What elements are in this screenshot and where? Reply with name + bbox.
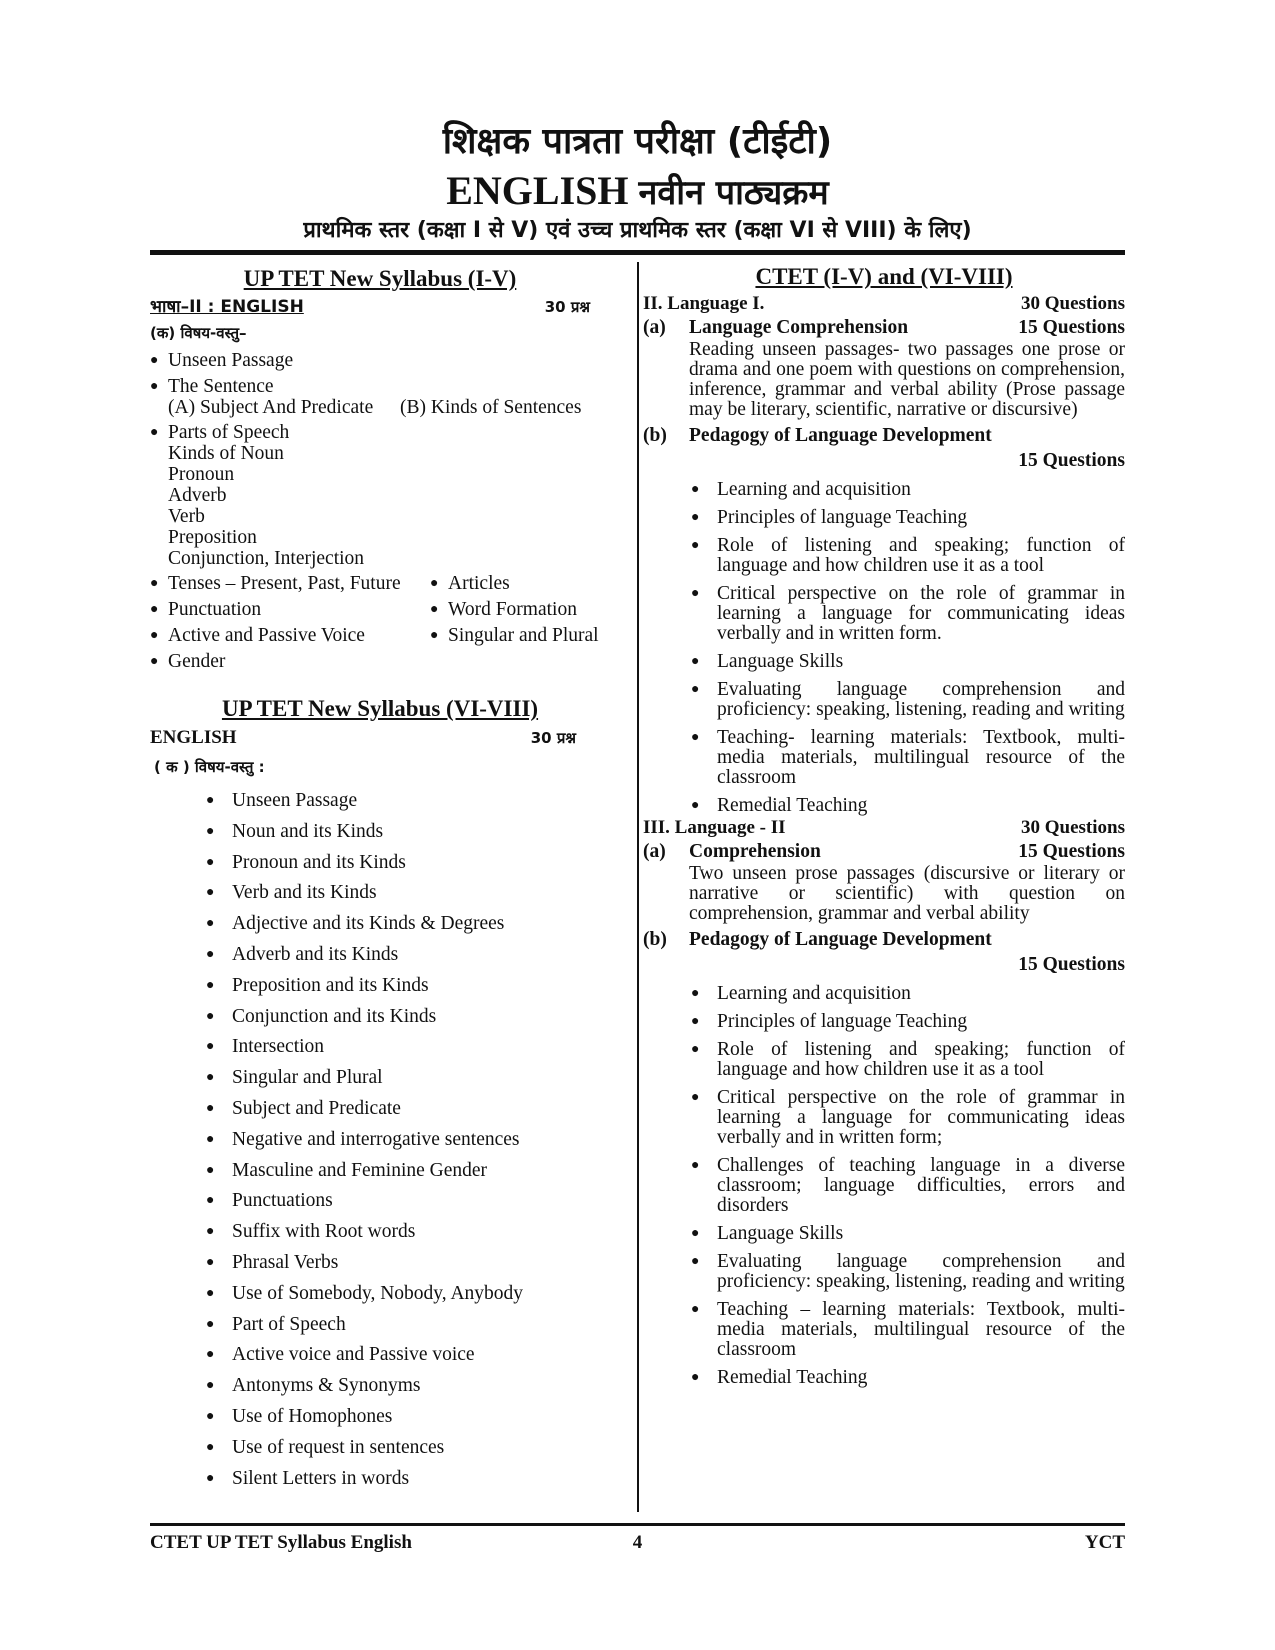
list-item: ● Challenges of teaching language in a diverse classroom; language difficulties, errors and disorders (689, 1156, 1125, 1216)
list-item: ● Conjunction and its Kinds (206, 1006, 610, 1027)
list-item: ● Use of Homophones (206, 1406, 610, 1427)
list-item: ● Role of listening and speaking; function of language and how children use it as a tool (689, 536, 1125, 576)
subitem: (B) Kinds of Sentences (400, 397, 582, 418)
list-item: ● Tenses – Present, Past, Future (150, 573, 430, 594)
list-item: ● Silent Letters in words (206, 1468, 610, 1489)
list-item: ● Punctuations (206, 1190, 610, 1211)
header-rule (150, 250, 1125, 255)
subsection-description: Reading unseen passages- two passages one prose or drama and one poem with questions on comprehension, inference, grammar and verbal ability (Prose passage may be literary, scientific, narrative or discursive) (689, 339, 1125, 420)
list-item: ● Gender (150, 651, 430, 672)
list-item-text: ● Parts of Speech (168, 422, 290, 443)
subsection-row (643, 316, 1125, 340)
list-item: ● Word Formation (430, 599, 610, 620)
subsection-title: Pedagogy of Language Development (689, 929, 992, 950)
list-item: ● Remedial Teaching (689, 796, 1125, 816)
language-1-header (643, 292, 1125, 316)
list-item: ● Phrasal Verbs (206, 1252, 610, 1273)
section-title-uptet-1-5: UP TET New Syllabus (I-V) (243, 266, 517, 291)
section-title-ctet: CTET (I-V) and (VI-VIII) (755, 264, 1013, 289)
list-item (150, 376, 610, 418)
list-item: ● Intersection (206, 1036, 610, 1057)
section-header-row (150, 724, 610, 752)
list-item: ● Evaluating language comprehension and proficiency: speaking, listening, reading and writing (689, 680, 1125, 720)
question-count: 15 Questions (1018, 450, 1125, 471)
list-item: ● Learning and acquisition (689, 480, 1125, 500)
subitem: Conjunction, Interjection (168, 548, 365, 569)
section-title-uptet-6-8: UP TET New Syllabus (VI-VIII) (221, 696, 539, 721)
question-count: 30 Questions (1021, 293, 1125, 314)
syllabus-grid (150, 573, 610, 672)
list-item: ● Active voice and Passive voice (206, 1344, 610, 1365)
list-item: ● Part of Speech (206, 1314, 610, 1335)
footer-rule (150, 1523, 1125, 1526)
subitem: Preposition (168, 527, 257, 548)
list-item: ● Use of Somebody, Nobody, Anybody (206, 1283, 610, 1304)
subsection-label: (b) (643, 425, 667, 446)
list-item: ● Suffix with Root words (206, 1221, 610, 1242)
question-count: 15 Questions (1018, 317, 1125, 338)
list-item: ● Learning and acquisition (689, 984, 1125, 1004)
subsection-title: Language Comprehension (689, 317, 909, 338)
publisher-mark: YCT (1084, 1532, 1125, 1553)
list-item: ● Critical perspective on the role of grammar in learning a language for communicating ideas verbally and in written form; (689, 1088, 1125, 1148)
pedagogy-list (643, 480, 1125, 816)
pedagogy-list (643, 984, 1125, 1388)
subsection-row (643, 424, 1125, 448)
page-heading-english (0, 168, 1275, 216)
sentence-subitems (168, 397, 610, 418)
subsection-label: (a) (643, 841, 666, 862)
list-item: ● Adjective and its Kinds & Degrees (206, 913, 610, 934)
list-item: ● Antonyms & Synonyms (206, 1375, 610, 1396)
left-column (150, 264, 610, 1498)
list-item: ● Adverb and its Kinds (206, 944, 610, 965)
list-item: ● Use of request in sentences (206, 1437, 610, 1458)
list-item: ● Critical perspective on the role of grammar in learning a language for communicating ideas verbally and in written form. (689, 584, 1125, 644)
list-item: ● Articles (430, 573, 610, 594)
right-column (643, 262, 1125, 1396)
subsection-row (643, 840, 1125, 864)
language-label: III. Language - II (643, 817, 786, 838)
list-item: ● Principles of language Teaching (689, 1012, 1125, 1032)
subsection-label: (a) (643, 317, 666, 338)
list-item: ● Teaching – learning materials: Textbook, multi-media materials, multilingual resource of the classroom (689, 1300, 1125, 1360)
syllabus-list (150, 350, 610, 569)
subitem: Pronoun (168, 464, 235, 485)
list-item: ● Singular and Plural (206, 1067, 610, 1088)
syllabus-list (150, 790, 610, 1489)
subitem: Kinds of Noun (168, 443, 284, 464)
list-item: ● Noun and its Kinds (206, 821, 610, 842)
column-divider (637, 262, 639, 1512)
list-item: ● Active and Passive Voice (150, 625, 430, 646)
subsection-title: Pedagogy of Language Development (689, 425, 992, 446)
list-item: ● Evaluating language comprehension and proficiency: speaking, listening, reading and writing (689, 1252, 1125, 1292)
section-header-row (150, 294, 610, 320)
subitem: (A) Subject And Predicate (168, 397, 374, 418)
list-item: ● Preposition and its Kinds (206, 975, 610, 996)
subitem: Verb (168, 506, 205, 527)
subsection-description: Two unseen prose passages (discursive or literary or narrative or scientific) with question on comprehension, grammar and verbal ability (689, 863, 1125, 924)
list-item: ● Teaching- learning materials: Textbook, multi-media materials, multilingual resource of the classroom (689, 728, 1125, 788)
heading-english-word: ENGLISH (446, 168, 629, 213)
list-item: ● Masculine and Feminine Gender (206, 1160, 610, 1181)
list-item-text: ● The Sentence (168, 376, 274, 397)
content-label: (क) विषय-वस्तु– (150, 324, 247, 342)
question-count: 15 Questions (1018, 954, 1125, 975)
list-item: ● Principles of language Teaching (689, 508, 1125, 528)
list-item: ● Unseen Passage (150, 350, 610, 371)
page-subheading: प्राथमिक स्तर (कक्षा I से V) एवं उच्च प्राथमिक स्तर (कक्षा VI से VIII) के लिए) (303, 218, 972, 243)
question-count: 30 Questions (1021, 817, 1125, 838)
page-footer (150, 1530, 1125, 1556)
list-item: ● Language Skills (689, 1224, 1125, 1244)
question-count: 30 प्रश्न (530, 729, 576, 747)
subsection-label: (b) (643, 929, 667, 950)
footer-title: CTET UP TET Syllabus English (150, 1532, 412, 1553)
list-item: ● Pronoun and its Kinds (206, 852, 610, 873)
subject-label: भाषा–II : ENGLISH (150, 297, 304, 317)
subject-label: ENGLISH (150, 727, 237, 748)
list-item: ● Subject and Predicate (206, 1098, 610, 1119)
list-item: ● Role of listening and speaking; function of language and how children use it as a tool (689, 1040, 1125, 1080)
list-item: ● Verb and its Kinds (206, 882, 610, 903)
question-count: 15 Questions (1018, 841, 1125, 862)
list-item: ● Remedial Teaching (689, 1368, 1125, 1388)
question-count: 30 प्रश्न (544, 298, 590, 316)
list-item: ● Unseen Passage (206, 790, 610, 811)
page-heading-hindi: शिक्षक पात्रता परीक्षा (टीईटी) (442, 121, 833, 162)
language-label: II. Language I. (643, 293, 765, 314)
subsection-title: Comprehension (689, 841, 821, 862)
list-item: ● Punctuation (150, 599, 430, 620)
subitem: Adverb (168, 485, 227, 506)
list-item: ● Negative and interrogative sentences (206, 1129, 610, 1150)
list-item (150, 422, 610, 569)
heading-new-syllabus: नवीन पाठ्यक्रम (638, 173, 829, 213)
page-number: 4 (632, 1532, 643, 1553)
language-2-header (643, 816, 1125, 840)
list-item: ● Singular and Plural (430, 625, 610, 646)
list-item: ● Language Skills (689, 652, 1125, 672)
content-label: ( क ) विषय-वस्तु : (154, 758, 265, 776)
subsection-row (643, 928, 1125, 952)
